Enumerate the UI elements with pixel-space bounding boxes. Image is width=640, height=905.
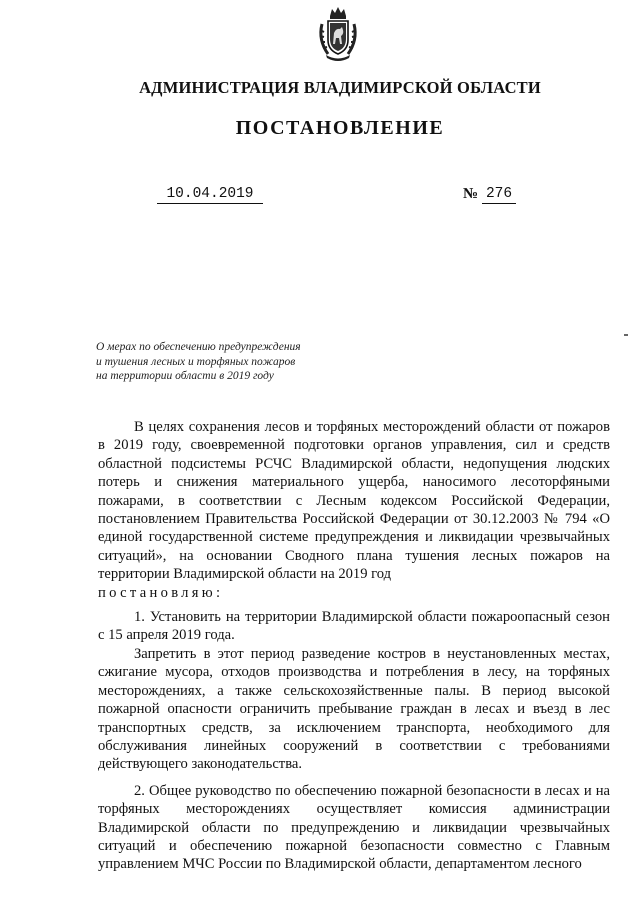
- subject-line: и тушения лесных и торфяных пожаров: [96, 355, 296, 368]
- item-1-paragraph: 1. Установить на территории Владимирской области пожароопасный сезон с 15 апреля 2019 года.: [98, 609, 610, 644]
- document-number: 276: [482, 186, 516, 204]
- document-subject: [96, 340, 346, 384]
- subject-line: на территории области в 2019 году: [96, 370, 274, 382]
- document-body: [98, 418, 610, 874]
- coat-of-arms-icon: [316, 6, 360, 62]
- document-date: 10.04.2019: [157, 186, 263, 204]
- item-1-continuation: Запретить в этот период разведение костров в неустановленных местах, сжигание мусора, отходов производства и потребления в лесу, на торфяных месторождениях, а также сельскохозяйственные палы. В период высокой пожарной опасности ограничить пребывание граждан в лесах и въезд в лес транспортных средств, за исключением транспорта, необходимого для обслуживания линейных сооружений в соответствии с требованиями действующего законодательства.: [98, 645, 610, 773]
- scan-mark: [624, 334, 628, 336]
- organization-title: АДМИНИСТРАЦИЯ ВЛАДИМИРСКОЙ ОБЛАСТИ: [139, 78, 541, 97]
- number-label: №: [463, 186, 479, 202]
- preamble-paragraph: [98, 418, 610, 602]
- document-type: ПОСТАНОВЛЕНИЕ: [235, 117, 445, 139]
- item-2-paragraph: 2. Общее руководство по обеспечению пожарной безопасности в лесах и на торфяных месторождениях осуществляет комиссия администрации Владимирской области по предупреждению и ликвидации чрезвычайных ситуаций и обеспечению пожарной безопасности совместно с Главным управлением МЧС России по Владимирской области, департаментом лесного: [98, 782, 610, 873]
- preamble-text: В целях сохранения лесов и торфяных месторождений области от пожаров в 2019 году, своевременной подготовки органов управления, сил и средств областной подсистемы РСЧС Владимирской области, недопущения людских потерь и снижения материального ущерба, наносимого лесоторфяными пожарами, в соответствии с Лесным кодексом Российской Федерации, постановлением Правительства Российской Федерации от 30.12.2003 № 794 «О единой государственной системе предупреждения и ликвидации чрезвычайных ситуаций», на основании Сводного плана тушения лесных пожаров на территории Владимирской области на 2019 год: [98, 419, 610, 583]
- subject-line: О мерах по обеспечению предупреждения: [96, 341, 301, 353]
- decree-word: постановляю:: [98, 584, 224, 601]
